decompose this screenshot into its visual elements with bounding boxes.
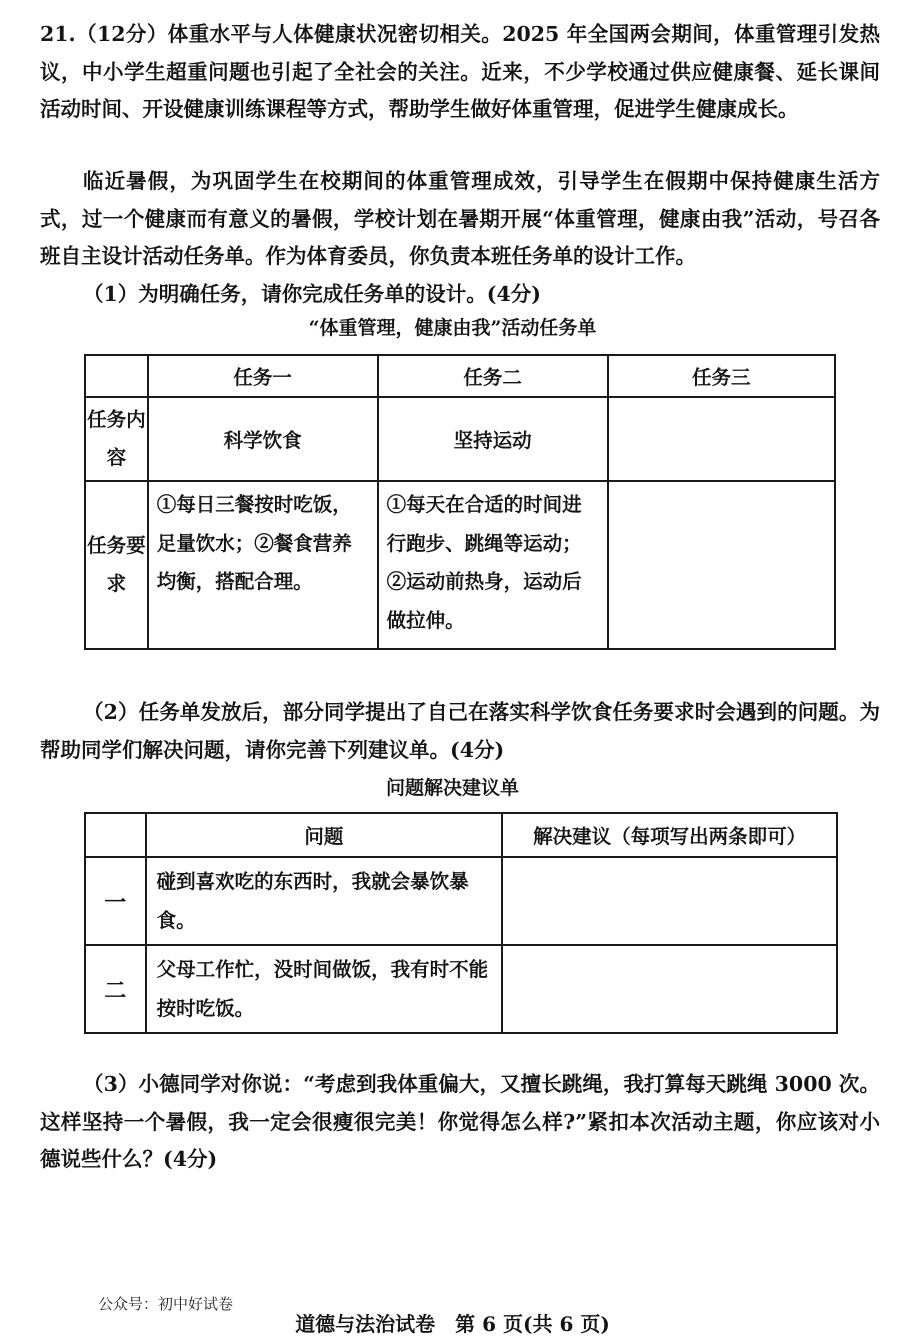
- task-header-3: 任务三: [608, 355, 835, 397]
- task-content-label: 任务内容: [85, 397, 148, 481]
- advice-header-suggestion: 解决建议（每项写出两条即可）: [502, 813, 837, 857]
- footer-page-info: 道德与法治试卷 第 6 页(共 6 页): [295, 1312, 610, 1336]
- task-header-2: 任务二: [378, 355, 608, 397]
- advice-row: [85, 945, 837, 1033]
- question-part-3: （3）小德同学对你说：“考虑到我体重偏大，又擅长跳绳，我打算每天跳绳 3000 次。这样坚持一个暑假，我一定会很瘦很完美！你觉得怎么样?”紧扣本次活动主题，你应该对小德说些什么？(4分): [40, 1072, 880, 1171]
- task-2-content: 坚持运动: [378, 397, 608, 481]
- task-2-requirement: ①每天在合适的时间进行跑步、跳绳等运动；②运动前热身，运动后做拉伸。: [378, 481, 608, 649]
- advice-row-number: 一: [85, 857, 146, 945]
- footer-account: 公众号：初中好试卷: [98, 1295, 234, 1313]
- task-requirement-row: [85, 481, 835, 649]
- task-table-caption: “体重管理，健康由我”活动任务单: [308, 317, 597, 339]
- advice-table-corner: [85, 813, 146, 857]
- question-intro-1: 21.（12分）体重水平与人体健康状况密切相关。2025 年全国两会期间，体重管理引发热议，中小学生超重问题也引起了全社会的关注。近来，不少学校通过供应健康餐、延长课间活动时间、开设健康训练课程等方式，帮助学生做好体重管理，促进学生健康成长。: [40, 22, 880, 121]
- task-3-content-blank: [608, 397, 835, 481]
- task-1-requirement: ①每日三餐按时吃饭，足量饮水；②餐食营养均衡，搭配合理。: [148, 481, 378, 649]
- task-table: [84, 354, 836, 650]
- advice-table-header-row: [85, 813, 837, 857]
- advice-row-number: 二: [85, 945, 146, 1033]
- advice-table-caption: 问题解决建议单: [385, 777, 519, 799]
- question-part-1: （1）为明确任务，请你完成任务单的设计。(4分): [83, 282, 541, 306]
- task-table-header-row: [85, 355, 835, 397]
- question-part-2: （2）任务单发放后，部分同学提出了自己在落实科学饮食任务要求时会遇到的问题。为帮助同学们解决问题，请你完善下列建议单。(4分): [40, 700, 880, 762]
- advice-row-question: 碰到喜欢吃的东西时，我就会暴饮暴食。: [146, 857, 503, 945]
- advice-row-answer-blank: [502, 945, 837, 1033]
- task-3-requirement-blank: [608, 481, 835, 649]
- advice-row: [85, 857, 837, 945]
- task-table-corner: [85, 355, 148, 397]
- advice-table: [84, 812, 838, 1034]
- question-intro-2: 临近暑假，为巩固学生在校期间的体重管理成效，引导学生在假期中保持健康生活方式，过一个健康而有意义的暑假，学校计划在暑期开展“体重管理，健康由我”活动，号召各班自主设计活动任务单。作为体育委员，你负责本班任务单的设计工作。: [40, 169, 880, 268]
- task-requirement-label: 任务要求: [85, 481, 148, 649]
- task-content-row: [85, 397, 835, 481]
- advice-header-question: 问题: [146, 813, 503, 857]
- task-header-1: 任务一: [148, 355, 378, 397]
- task-1-content: 科学饮食: [148, 397, 378, 481]
- advice-row-question: 父母工作忙，没时间做饭，我有时不能按时吃饭。: [146, 945, 503, 1033]
- advice-row-answer-blank: [502, 857, 837, 945]
